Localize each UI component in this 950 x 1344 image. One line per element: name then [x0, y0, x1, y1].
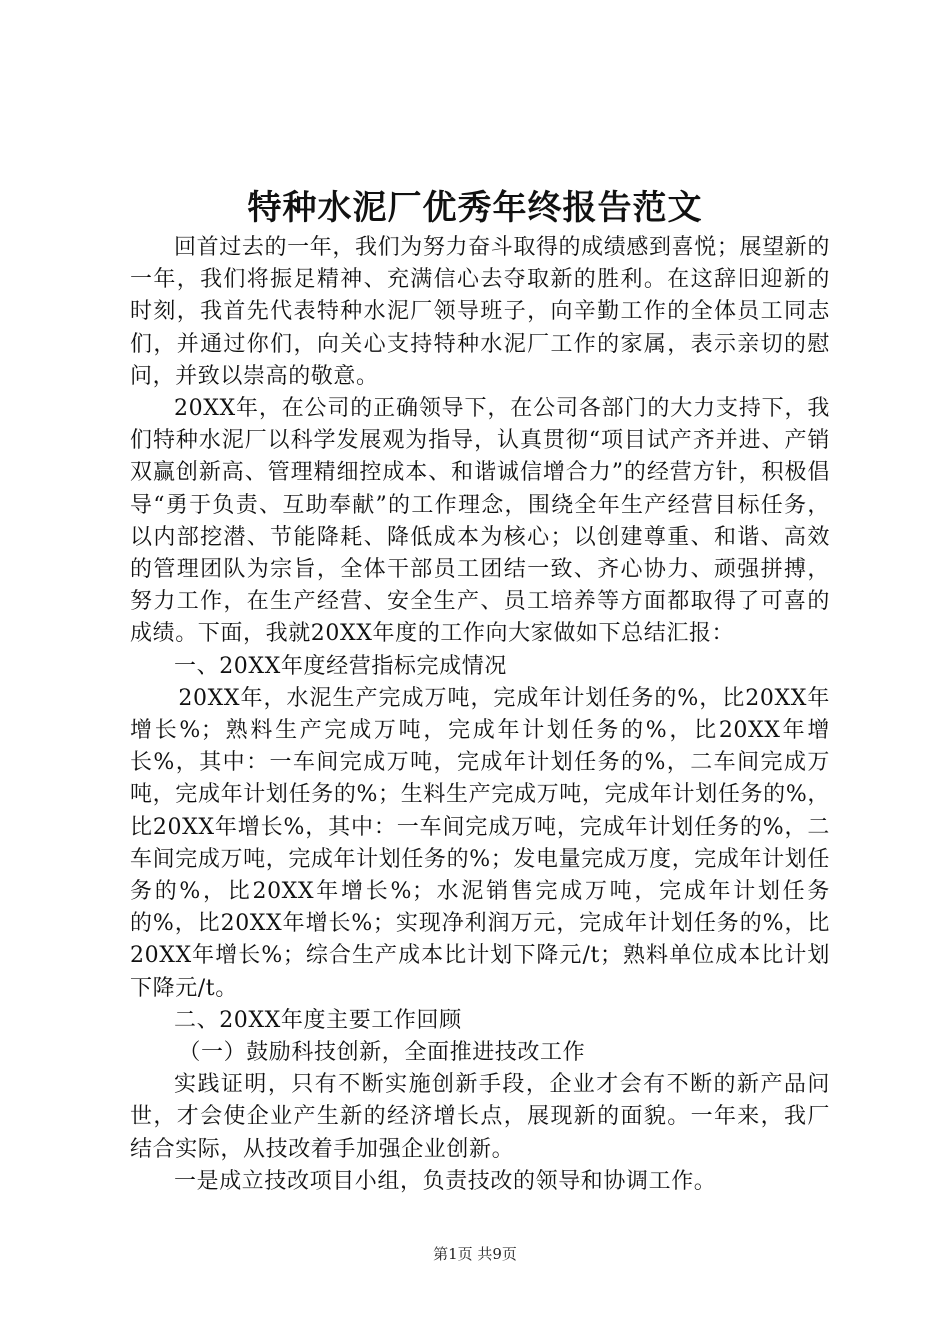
- subsection-heading-1: （一）鼓励科技创新，全面推进技改工作: [178, 1040, 586, 1066]
- section-heading-1: 一、20XX年度经营指标完成情况: [174, 653, 507, 679]
- paragraph-indicators: 20XX年，水泥生产完成万吨，完成年计划任务的%，比20XX年增长%；熟料生产完成万吨，完成年计划任务的%，比20XX年增长%，其中：一车间完成万吨，完成年计划任务的%，二车间完成万吨，完成年计划任务的%；生料生产完成万吨，完成年计划任务的%，比20XX年增长%，其中：一车间完成万吨，完成年计划任务的%，二车间完成万吨，完成年计划任务的%；发电量完成万度，完成年计划任务的%，比20XX年增长%；水泥销售完成万吨，完成年计划任务的%，比20XX年增长%；实现净利润万元，完成年计划任务的%，比20XX年增长%；综合生产成本比计划下降元/t；熟料单位成本比计划下降元/t。: [130, 685, 830, 1001]
- paragraph-overview: 20XX年，在公司的正确领导下，在公司各部门的大力支持下，我们特种水泥厂以科学发展观为指导，认真贯彻“项目试产齐并进、产销双赢创新高、管理精细控成本、和谐诚信增合力”的经营方针，积极倡导“勇于负责、互助奉献”的工作理念，围绕全年生产经营目标任务，以内部挖潜、节能降耗、降低成本为核心；以创建尊重、和谐、高效的管理团队为宗旨，全体干部员工团结一致、齐心协力、顽强拼搏，努力工作，在生产经营、安全生产、员工培养等方面都取得了可喜的成绩。下面，我就20XX年度的工作向大家做如下总结汇报：: [130, 396, 830, 647]
- paragraph-innovation: 实践证明，只有不断实施创新手段，企业才会有不断的新产品问世，才会使企业产生新的经济增长点，展现新的面貌。一年来，我厂结合实际，从技改着手加强企业创新。: [130, 1072, 830, 1162]
- page-footer: 第1页 共9页: [433, 1245, 517, 1263]
- document-title: 特种水泥厂优秀年终报告范文: [247, 188, 703, 228]
- paragraph-tech-group: 一是成立技改项目小组，负责技改的领导和协调工作。: [174, 1168, 717, 1194]
- section-heading-2: 二、20XX年度主要工作回顾: [174, 1007, 462, 1033]
- document-body: [130, 232, 830, 1198]
- paragraph-intro: 回首过去的一年，我们为努力奋斗取得的成绩感到喜悦；展望新的一年，我们将振足精神、充满信心去夺取新的胜利。在这辞旧迎新的时刻，我首先代表特种水泥厂领导班子，向辛勤工作的全体员工同志们，并通过你们，向关心支持特种水泥厂工作的家属，表示亲切的慰问，并致以崇高的敬意。: [130, 235, 830, 389]
